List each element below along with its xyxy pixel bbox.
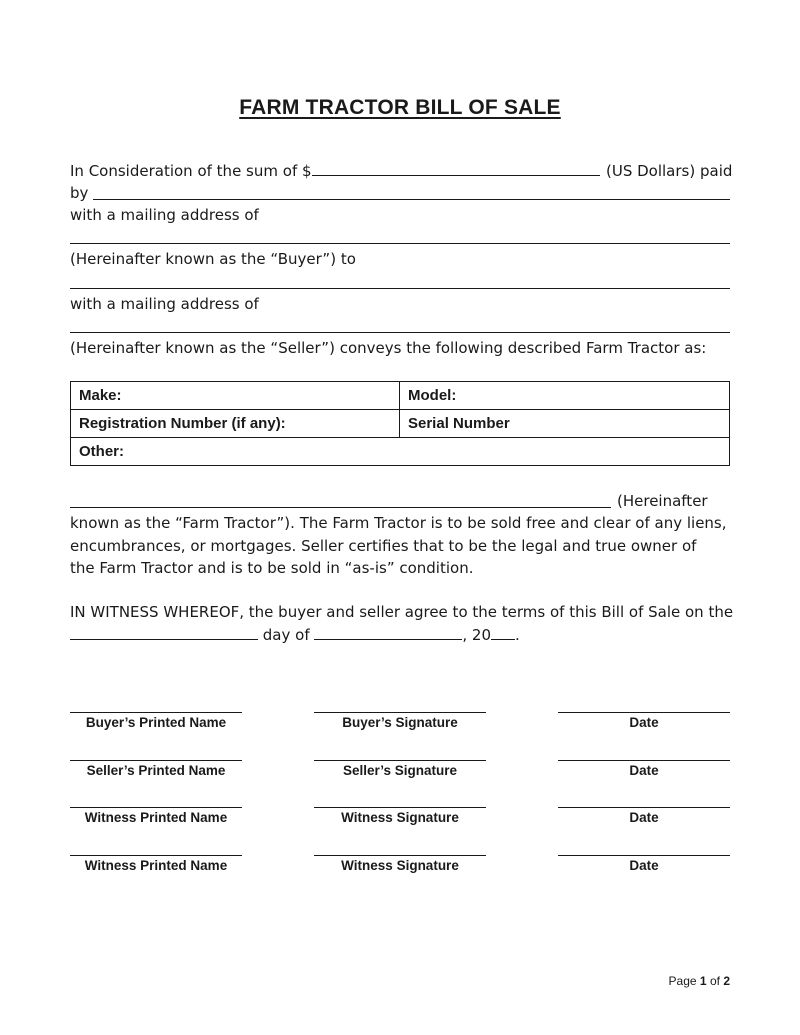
signature-line[interactable] — [558, 855, 730, 856]
buyer-designation-text: (Hereinafter known as the “Buyer”) to — [70, 250, 356, 268]
seller-name-field[interactable] — [70, 288, 730, 289]
signature-line[interactable] — [70, 807, 242, 808]
buyer-printed-name-label: Buyer’s Printed Name — [85, 715, 227, 730]
buyer-address-label: with a mailing address of — [70, 206, 259, 224]
seller-signature-label: Seller’s Signature — [342, 763, 458, 778]
consideration-label: In Consideration of the sum of $ — [70, 162, 312, 180]
seller-date-label: Date — [629, 763, 659, 778]
tractor-description-field[interactable] — [70, 507, 611, 508]
signature-line[interactable] — [558, 760, 730, 761]
paragraph-line-2: known as the “Farm Tractor”). The Farm Tractor is to be sold free and clear of any liens, — [70, 514, 727, 532]
signature-line[interactable] — [558, 712, 730, 713]
paragraph-line-3: encumbrances, or mortgages. Seller certifies that to be the legal and true owner of — [70, 537, 697, 555]
buyer-date-label: Date — [629, 715, 659, 730]
page-number — [669, 974, 730, 988]
page-total: 2 — [723, 974, 730, 988]
seller-designation-text: (Hereinafter known as the “Seller”) conveys the following described Farm Tractor as: — [70, 339, 707, 357]
other-label: Other: — [79, 443, 124, 460]
witness-signature-label: Witness Signature — [341, 810, 459, 825]
witness-printed-name-label: Witness Printed Name — [84, 858, 228, 873]
hereinafter-label: (Hereinafter — [617, 492, 708, 510]
serial-label: Serial Number — [408, 415, 510, 432]
signature-line[interactable] — [70, 712, 242, 713]
buyer-signature-label: Buyer’s Signature — [342, 715, 458, 730]
year-field[interactable] — [491, 625, 515, 640]
day-field[interactable] — [70, 625, 258, 640]
day-of-label: day of — [262, 626, 310, 644]
month-field[interactable] — [314, 625, 462, 640]
signature-line[interactable] — [314, 760, 486, 761]
period: . — [515, 626, 520, 644]
witness-date-label: Date — [629, 810, 659, 825]
page-current: 1 — [699, 974, 707, 988]
consideration-text — [70, 160, 600, 182]
buyer-address-field[interactable] — [70, 243, 730, 244]
signature-line[interactable] — [314, 807, 486, 808]
by-label: by — [70, 184, 89, 202]
serial-cell[interactable] — [400, 410, 730, 438]
signature-line[interactable] — [558, 807, 730, 808]
make-label: Make: — [79, 387, 122, 404]
sum-field[interactable] — [312, 161, 600, 176]
seller-printed-name-label: Seller’s Printed Name — [86, 763, 226, 778]
witness-printed-name-label: Witness Printed Name — [84, 810, 228, 825]
registration-label: Registration Number (if any): — [79, 415, 286, 432]
year-prefix: , 20 — [462, 626, 492, 644]
signature-line[interactable] — [70, 760, 242, 761]
seller-address-field[interactable] — [70, 332, 730, 333]
tractor-description-table — [70, 381, 730, 466]
buyer-name-field[interactable] — [93, 199, 730, 200]
make-cell[interactable] — [71, 382, 400, 410]
page-label: Page — [668, 974, 697, 988]
witness-date-label: Date — [629, 858, 659, 873]
registration-cell[interactable] — [71, 410, 400, 438]
model-cell[interactable] — [400, 382, 730, 410]
seller-address-label: with a mailing address of — [70, 295, 259, 313]
page-of-label: of — [709, 974, 720, 988]
signature-line[interactable] — [314, 855, 486, 856]
paragraph-line-4: the Farm Tractor and is to be sold in “as-is” condition. — [70, 559, 474, 577]
model-label: Model: — [408, 387, 457, 404]
document-title: FARM TRACTOR BILL OF SALE — [239, 96, 561, 119]
us-dollars-label: (US Dollars) paid — [606, 162, 733, 180]
witness-signature-label: Witness Signature — [341, 858, 459, 873]
signature-line[interactable] — [314, 712, 486, 713]
other-cell[interactable] — [71, 438, 730, 466]
witness-line-2 — [70, 624, 520, 646]
signature-line[interactable] — [70, 855, 242, 856]
witness-line-1: IN WITNESS WHEREOF, the buyer and seller agree to the terms of this Bill of Sale on the — [70, 603, 734, 621]
